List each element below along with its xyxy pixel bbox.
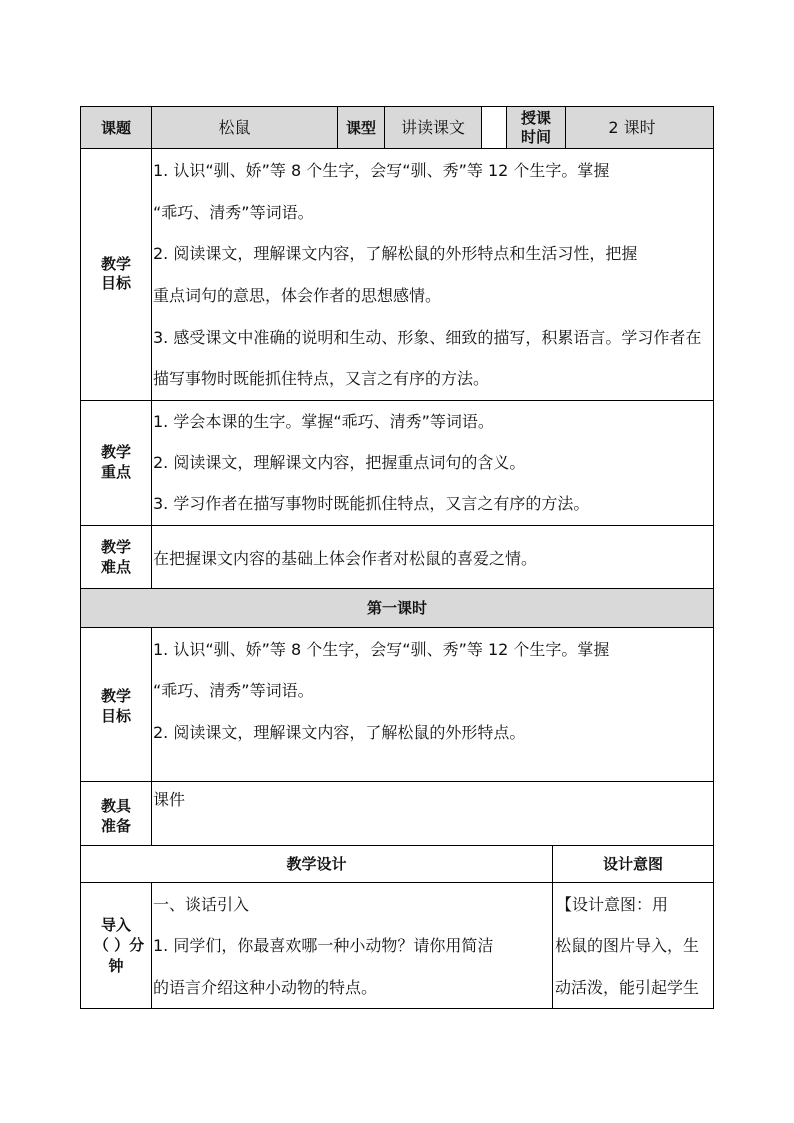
rule-header-bottom [80, 148, 714, 149]
keypoints-label-1: 教学 [100, 443, 131, 461]
rule-label-column [151, 106, 152, 589]
class-time-value: 2 课时 [608, 118, 656, 137]
intent-line-1: 【设计意图：用 [556, 895, 669, 914]
section-title: 第一课时 [366, 599, 427, 617]
period-goals-label-1: 教学 [100, 687, 131, 705]
keypoint-line-2: 2. 阅读课文，理解课文内容，把握重点词句的含义。 [153, 453, 526, 472]
lesson-title: 松鼠 [218, 118, 251, 137]
goal-line-3: 2. 阅读课文，理解课文内容，了解松鼠的外形特点和生活习性，把握 [153, 244, 638, 263]
intro-line-1: 一、谈话引入 [153, 895, 250, 914]
period-goal-line-3: 2. 阅读课文，理解课文内容，了解松鼠的外形特点。 [153, 723, 526, 742]
intro-line-3: 的语言介绍这种小动物的特点。 [153, 978, 378, 997]
intro-label-2: （ ）分 [93, 936, 145, 954]
rule-keypoints-bottom [80, 525, 714, 526]
goal-line-4: 重点词句的意思，体会作者的思想感情。 [153, 286, 442, 305]
rule-section-bottom [80, 627, 714, 628]
intro-label-3: 钟 [108, 957, 124, 975]
class-time-label-2: 时间 [520, 128, 551, 146]
intro-line-2: 1. 同学们，你最喜欢哪一种小动物？请你用简洁 [153, 936, 494, 955]
rule-header-col-5 [481, 106, 482, 148]
period-goal-line-2: “乖巧、清秀”等词语。 [153, 681, 314, 700]
keypoint-line-3: 3. 学习作者在描写事物时既能抓住特点，又言之有序的方法。 [153, 494, 590, 513]
period-goal-line-1: 1. 认识“驯、娇”等 8 个生字，会写“驯、秀”等 12 个生字。掌握 [153, 640, 610, 659]
lesson-type-label: 课型 [345, 119, 376, 137]
period-goals-label-2: 目标 [100, 707, 131, 725]
difficulty-label-1: 教学 [100, 538, 131, 556]
goal-line-2: “乖巧、清秀”等词语。 [153, 203, 314, 222]
intent-header: 设计意图 [602, 855, 663, 873]
goals-label-1: 教学 [100, 255, 131, 273]
keypoints-label-2: 重点 [100, 463, 131, 481]
class-time-label-1: 授课 [520, 109, 551, 127]
difficulty-label-2: 难点 [100, 558, 131, 576]
keypoint-line-1: 1. 学会本课的生字。掌握“乖巧、清秀”等词语。 [153, 412, 494, 431]
rule-label-column-2 [151, 627, 152, 846]
materials-label-2: 准备 [100, 817, 131, 835]
rule-difficulty-bottom [80, 588, 714, 589]
lesson-label: 课题 [100, 119, 131, 137]
goal-line-5: 3. 感受课文中准确的说明和生动、形象、细致的描写，积累语言。学习作者在 [153, 328, 702, 347]
goal-line-1: 1. 认识“驯、娇”等 8 个生字，会写“驯、秀”等 12 个生字。掌握 [153, 161, 610, 180]
materials-label-1: 教具 [100, 797, 131, 815]
lesson-type-value: 讲读课文 [400, 118, 465, 137]
materials-text: 课件 [153, 790, 186, 809]
intro-label-1: 导入 [100, 916, 131, 934]
rule-goals-bottom [80, 400, 714, 401]
rule-top [80, 106, 714, 107]
design-header: 教学设计 [286, 855, 347, 873]
rule-materials-bottom [80, 845, 714, 846]
intent-line-2: 松鼠的图片导入，生 [555, 936, 700, 955]
intent-line-3: 动活泼，能引起学生 [555, 978, 700, 997]
rule-design-header-bottom [80, 882, 714, 883]
goal-line-6: 描写事物时既能抓住特点，又言之有序的方法。 [153, 369, 490, 388]
goals-label-2: 目标 [100, 274, 131, 292]
rule-periodgoals-bottom [80, 781, 714, 782]
rule-right [713, 106, 714, 1009]
difficulty-text: 在把握课文内容的基础上体会作者对松鼠的喜爱之情。 [153, 549, 538, 568]
rule-bottom [80, 1008, 714, 1009]
